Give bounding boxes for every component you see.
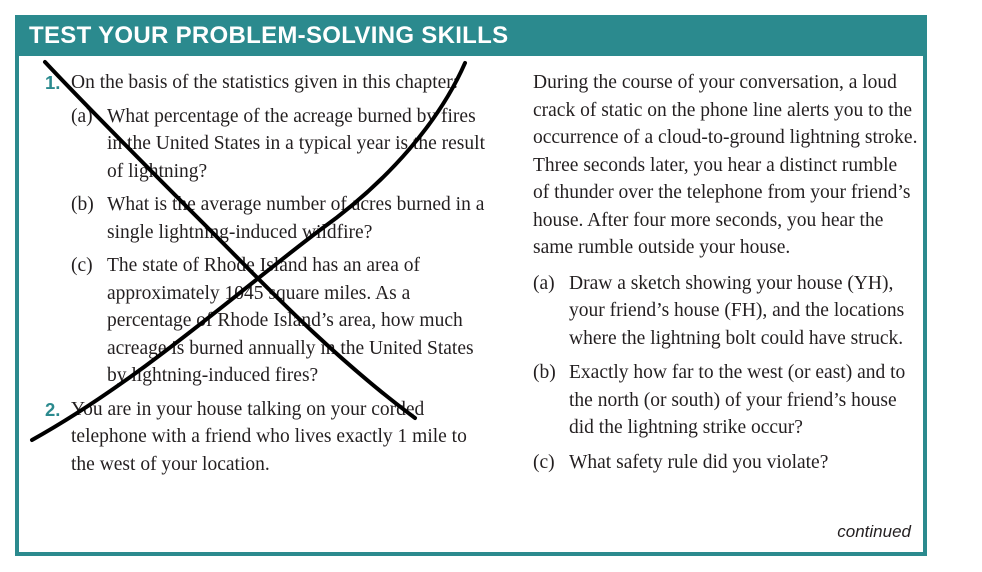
question-2c-text: What safety rule did you violate? xyxy=(569,451,829,473)
question-1-text: On the basis of the statistics given in this chapter: xyxy=(71,72,459,93)
continued-label: continued xyxy=(837,522,911,541)
question-2a-text: Draw a sketch showing your house (YH), your friend’s house (FH), and the locations where the lightning bolt could have struck. xyxy=(569,272,905,349)
question-2b xyxy=(533,359,918,442)
question-2a xyxy=(533,270,918,353)
left-column xyxy=(39,69,489,484)
question-1 xyxy=(39,69,489,390)
question-2a-label: (a) xyxy=(533,272,555,294)
question-1a-text: What percentage of the acreage burned by fires in the United States in a typical year is the result of lightning? xyxy=(107,105,485,182)
problem-box xyxy=(15,15,927,556)
question-2c xyxy=(533,449,918,477)
question-2 xyxy=(39,396,489,479)
section-header xyxy=(19,19,923,56)
question-1a-label: (a) xyxy=(71,105,93,127)
question-1a xyxy=(71,103,489,186)
section-title: TEST YOUR PROBLEM-SOLVING SKILLS xyxy=(29,22,509,49)
question-2c-label: (c) xyxy=(533,451,555,473)
right-column xyxy=(533,69,918,483)
question-1-number: 1. xyxy=(45,72,61,93)
question-2b-text: Exactly how far to the west (or east) and to the north (or south) of your friend’s house did the lightning strike occur? xyxy=(569,362,906,438)
question-1c-text: The state of Rhode Island has an area of approximately 1045 square miles. As a percentage of Rhode Island’s area, how much acreage is burned annually in the United States by lightning-induced fires? xyxy=(107,255,474,386)
question-2b-label: (b) xyxy=(533,362,556,383)
question-1b-text: What is the average number of acres burned in a single lightning-induced wildfire? xyxy=(107,194,485,243)
question-2-continuation: During the course of your conversation, a loud crack of static on the phone line alerts you to the occurrence of a cloud-to-ground lightning stroke. Three seconds later, you hear a distinct rumble of thunder over the telephone from your friend’s house. After four more seconds, you hear the same rumble outside your house. xyxy=(533,72,918,258)
question-1c-label: (c) xyxy=(71,255,93,276)
question-2-number: 2. xyxy=(45,398,61,420)
question-1c xyxy=(71,252,489,390)
question-1b-label: (b) xyxy=(71,194,94,215)
question-1b xyxy=(71,191,489,246)
question-2-text: You are in your house talking on your corded telephone with a friend who lives exactly 1 mile to the west of your location. xyxy=(71,398,467,475)
